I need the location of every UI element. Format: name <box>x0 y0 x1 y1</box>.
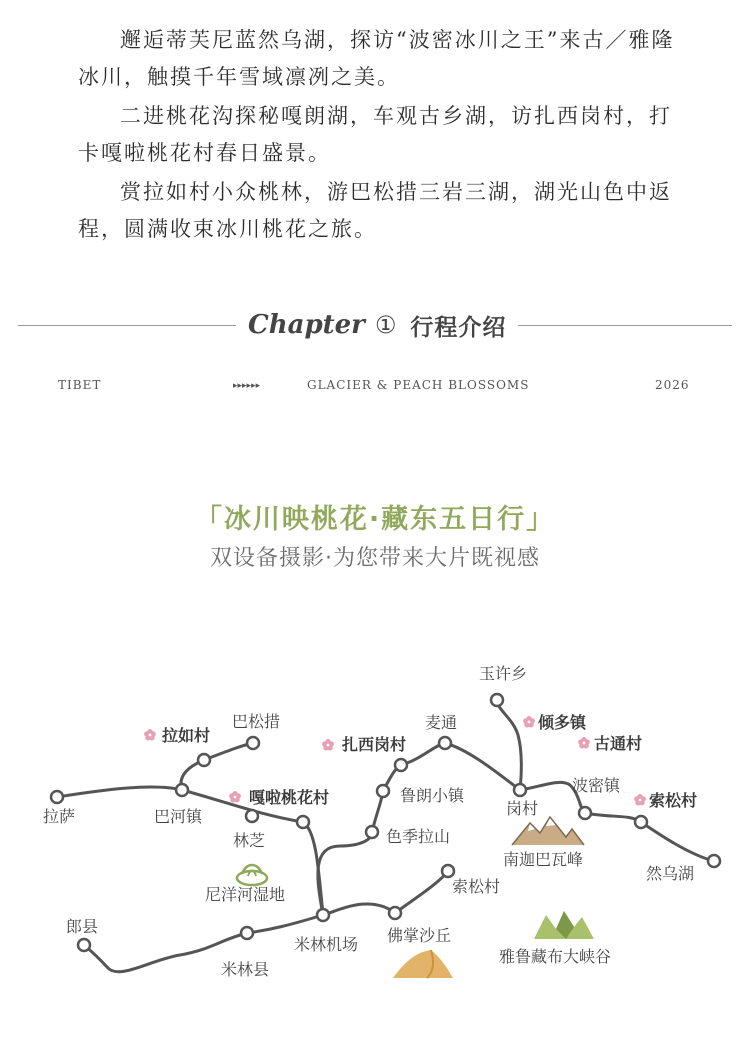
wetland-icon <box>237 865 267 885</box>
chapter-word: Chapter <box>248 310 365 340</box>
label-bomi: 波密镇 <box>572 776 621 795</box>
year-label: 2026 <box>655 378 690 392</box>
chapter-header <box>18 305 732 345</box>
label-suosong: 索松村 <box>452 877 501 896</box>
node-lulang <box>377 785 389 797</box>
peach-blossom-icon <box>144 729 156 741</box>
route-bahe-basongcuo <box>181 743 253 790</box>
label-yarlung: 雅鲁藏布大峡谷 <box>499 947 612 966</box>
node-sejila <box>366 826 378 838</box>
label-yuxu: 玉许乡 <box>479 664 528 683</box>
label-niyanghe: 尼洋河湿地 <box>205 885 286 904</box>
sand-dune-icon <box>393 950 453 978</box>
intro-paragraph: 邂逅蒂芙尼蓝然乌湖，探访“波密冰川之王”来古／雅隆冰川，触摸千年雪域凛冽之美。 <box>78 28 675 89</box>
divider-right <box>518 325 732 326</box>
node-ranwu <box>708 855 720 867</box>
label-gala: 嘎啦桃花村 <box>249 788 330 807</box>
trip-headline: 「冰川映桃花·藏东五日行」 <box>194 504 556 535</box>
label-langxian: 郎县 <box>66 917 99 936</box>
node-basongcuo <box>247 737 259 749</box>
label-maitong: 麦通 <box>425 713 458 732</box>
node-zhaxigang <box>395 759 407 771</box>
place-labels <box>43 664 697 979</box>
intro-paragraph: 赏拉如村小众桃林，游巴松措三岩三湖，湖光山色中返程，圆满收束冰川桃花之旅。 <box>78 180 672 241</box>
label-laru: 拉如村 <box>162 726 211 745</box>
node-gala <box>297 816 309 828</box>
node-gangcun <box>514 784 526 796</box>
peach-blossom-icon <box>578 737 590 749</box>
node-lhasa <box>51 791 63 803</box>
label-gutong: 古通村 <box>594 734 643 753</box>
region-label: TIBET <box>58 378 102 392</box>
route-south <box>84 915 323 972</box>
node-bomi <box>579 807 591 819</box>
label-gangcun: 岗村 <box>506 799 539 818</box>
node-linzhi <box>246 810 258 822</box>
node-bahe <box>176 784 188 796</box>
node-laru <box>198 754 210 766</box>
mountain-icon <box>512 817 584 845</box>
label-milin: 米林县 <box>221 960 270 979</box>
label-namjagbarwa: 南迦巴瓦峰 <box>503 850 584 869</box>
label-basongcuo: 巴松措 <box>232 712 281 731</box>
intro-paragraph: 二进桃花沟探秘嘎朗湖，车观古乡湖，访扎西岗村，打卡嘎啦桃花村春日盛景。 <box>78 104 672 165</box>
arrows-icon: ▸▸▸▸▸▸ <box>233 381 261 391</box>
label-bahe: 巴河镇 <box>154 807 203 826</box>
node-langxian <box>78 939 90 951</box>
label-fozhang: 佛掌沙丘 <box>387 926 452 945</box>
peach-blossom-icon <box>634 794 646 806</box>
label-qingduo: 倾多镇 <box>538 713 587 732</box>
node-fozhang <box>389 907 401 919</box>
intro-text <box>78 22 678 250</box>
label-lhasa: 拉萨 <box>43 807 76 826</box>
node-suosong <box>442 865 454 877</box>
route-map <box>0 650 750 990</box>
label-milin-airport: 米林机场 <box>294 935 359 954</box>
peach-blossom-icon <box>523 716 535 728</box>
divider-left <box>18 325 236 326</box>
label-suosong-east: 索松村 <box>649 791 698 810</box>
node-yuxu <box>491 694 503 706</box>
label-ranwu: 然乌湖 <box>646 864 695 883</box>
trip-subhead: 双设备摄影·为您带来大片既视感 <box>210 546 540 571</box>
peach-blossom-icon <box>322 739 334 751</box>
node-maitong <box>439 737 451 749</box>
label-sejila: 色季拉山 <box>386 827 451 846</box>
node-milin <box>241 927 253 939</box>
node-milin-airport <box>317 909 329 921</box>
node-suosong-east <box>635 816 647 828</box>
section-title: 行程介绍 <box>410 314 507 341</box>
label-lulang: 鲁朗小镇 <box>400 786 465 805</box>
label-zhaxigang: 扎西岗村 <box>342 735 407 754</box>
chapter-number: ① <box>374 311 397 339</box>
label-linzhi: 林芝 <box>233 831 266 850</box>
canyon-icon <box>534 911 594 939</box>
chapter-title <box>248 305 506 345</box>
theme-label: GLACIER & PEACH BLOSSOMS <box>307 378 530 392</box>
peach-blossom-icon <box>229 791 241 803</box>
route-milin-langxian <box>323 871 448 915</box>
